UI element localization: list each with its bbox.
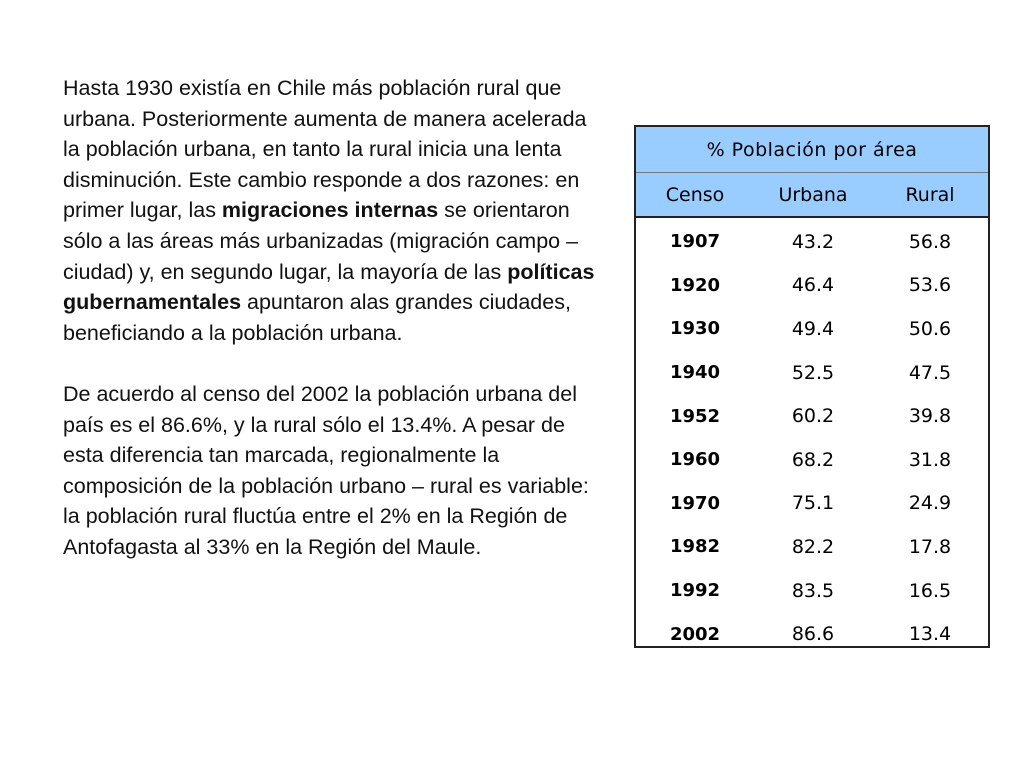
- cell-year: 1992: [669, 580, 721, 602]
- table-body: [636, 218, 988, 656]
- table-row: [636, 220, 988, 264]
- cell-year: 1940: [669, 362, 721, 384]
- cell-year: 1952: [669, 405, 721, 427]
- cell-urbana: 60.2: [791, 405, 835, 428]
- table-row: [636, 525, 988, 569]
- cell-year: 1982: [669, 536, 721, 558]
- cell-rural: 50.6: [908, 317, 952, 340]
- header-urbana: Urbana: [778, 183, 848, 206]
- table-title: % Población por área: [636, 127, 988, 173]
- table-row: [636, 351, 988, 395]
- cell-year: 1960: [669, 449, 721, 471]
- cell-urbana: 86.6: [791, 623, 835, 646]
- cell-year: 2002: [669, 623, 721, 645]
- cell-urbana: 52.5: [791, 361, 835, 384]
- cell-rural: 16.5: [908, 579, 952, 602]
- cell-rural: 47.5: [908, 361, 952, 384]
- cell-year: 1930: [669, 318, 721, 340]
- cell-rural: 39.8: [908, 405, 952, 428]
- paragraph-2: De acuerdo al censo del 2002 la población urbana del país es el 86.6%, y la rural sólo el 13.4%. A pesar de esta diferencia tan marcada, regionalmente la composición de la población urbano – rural es variable: la población rural fluctúa entre el 2% en la Región de Antofagasta al 33% en la Región del Maule.: [63, 381, 589, 559]
- cell-year: 1970: [669, 492, 721, 514]
- cell-urbana: 43.2: [791, 230, 835, 253]
- table-row: [636, 264, 988, 308]
- population-table: [634, 125, 990, 648]
- cell-rural: 13.4: [908, 623, 952, 646]
- paragraph-1: [63, 73, 603, 348]
- cell-rural: 31.8: [908, 448, 952, 471]
- paragraph-1-bold-1: migraciones internas: [221, 198, 439, 223]
- cell-rural: 24.9: [908, 492, 952, 515]
- cell-urbana: 46.4: [791, 274, 835, 297]
- paragraph-1-part-3: apuntaron alas grandes ciudades, beneficiando a la población urbana.: [63, 290, 571, 345]
- table-row: [636, 612, 988, 656]
- table-row: [636, 482, 988, 526]
- table-row: [636, 569, 988, 613]
- paragraph-1-bold-2: políticas gubernamentales: [63, 259, 595, 315]
- cell-year: 1907: [669, 231, 721, 253]
- header-censo: Censo: [665, 183, 725, 206]
- cell-urbana: 82.2: [791, 535, 835, 558]
- table-header-row: [636, 173, 988, 218]
- text-column: [63, 73, 603, 563]
- cell-rural: 53.6: [908, 274, 952, 297]
- paragraph-1-part-1: Hasta 1930 existía en Chile más población rural que urbana. Posteriormente aumenta de manera acelerada la población urbana, en tanto la rural inicia una lenta disminución. Este cambio responde a dos razones: en primer lugar, las: [63, 76, 587, 223]
- cell-urbana: 68.2: [791, 448, 835, 471]
- cell-urbana: 75.1: [791, 492, 835, 515]
- cell-rural: 17.8: [908, 535, 952, 558]
- table-row: [636, 307, 988, 351]
- cell-urbana: 83.5: [791, 579, 835, 602]
- cell-year: 1920: [669, 274, 721, 296]
- header-rural: Rural: [905, 183, 955, 206]
- table-row: [636, 438, 988, 482]
- cell-urbana: 49.4: [791, 317, 835, 340]
- cell-rural: 56.8: [908, 230, 952, 253]
- table-row: [636, 394, 988, 438]
- paragraph-1-part-2: se orientaron sólo a las áreas más urbanizadas (migración campo – ciudad) y, en segundo lugar, la mayoría de las: [63, 198, 579, 284]
